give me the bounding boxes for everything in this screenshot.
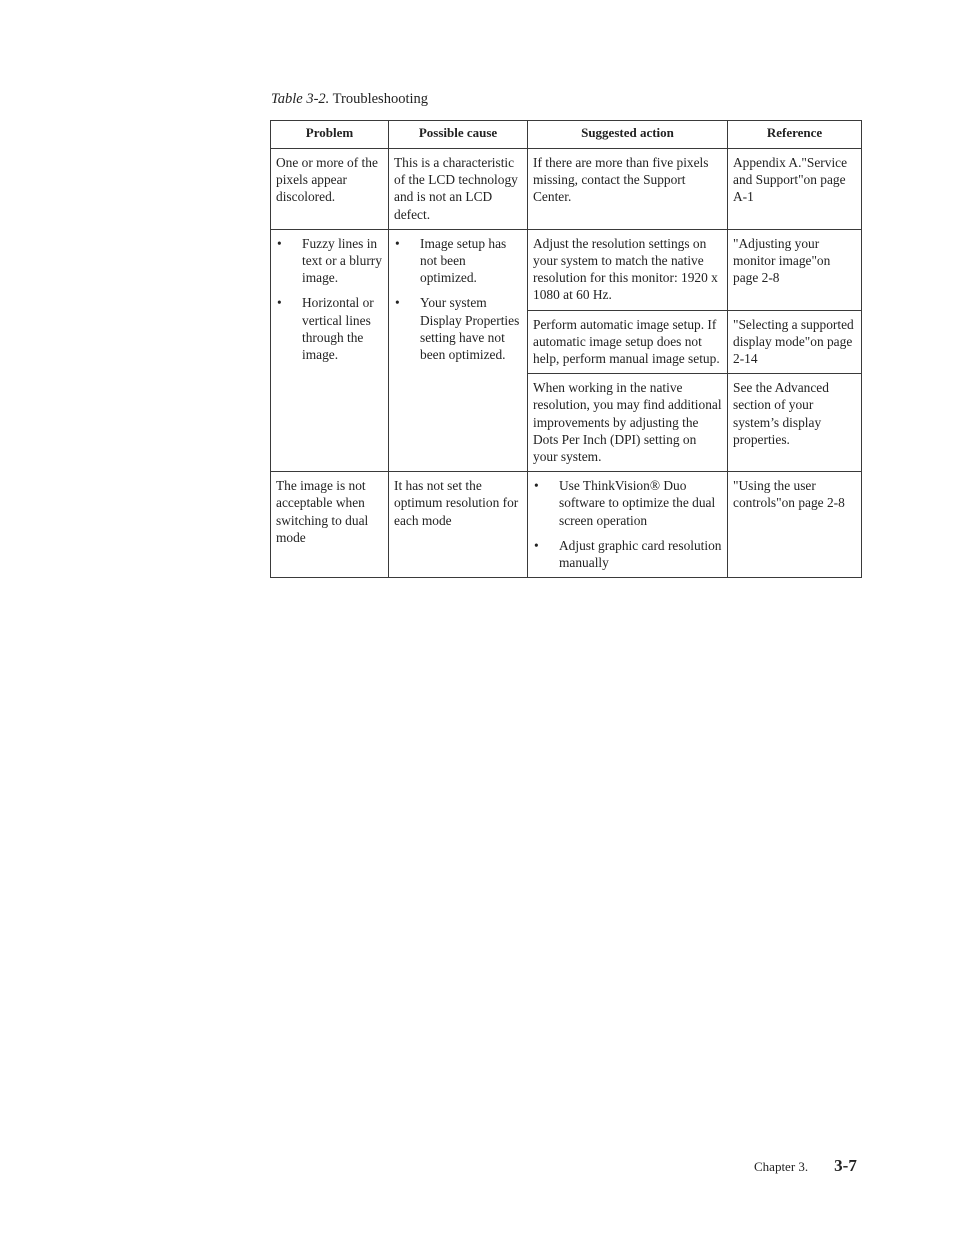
list-item: [276, 294, 383, 363]
bullet-icon: •: [395, 235, 400, 251]
cause-list: [394, 235, 522, 363]
reference-cell: "Using the user controls"on page 2-8: [728, 472, 862, 578]
table-row: [271, 149, 862, 230]
reference-cell: Appendix A."Service and Support"on page A-1: [728, 149, 862, 230]
list-item-text: Use ThinkVision® Duo software to optimize the dual screen operation: [559, 478, 716, 528]
table-caption-title: Troubleshooting: [332, 91, 428, 107]
action-cell: If there are more than five pixels missing, contact the Support Center.: [528, 149, 728, 230]
list-item: [533, 477, 722, 529]
column-header-possible-cause: Possible cause: [389, 121, 528, 149]
problem-cell: The image is not acceptable when switching to dual mode: [271, 472, 389, 578]
list-item: [276, 235, 383, 287]
reference-cell: See the Advanced section of your system’s display properties.: [728, 374, 862, 472]
list-item-text: Your system Display Properties setting have not been optimized.: [420, 295, 520, 363]
table-row: [271, 229, 862, 310]
column-header-problem: Problem: [271, 121, 389, 149]
reference-cell: "Selecting a supported display mode"on page 2-14: [728, 310, 862, 374]
cause-cell: [389, 229, 528, 471]
page-footer: [754, 1156, 857, 1176]
column-header-reference: Reference: [728, 121, 862, 149]
page-number: 3-7: [834, 1156, 857, 1175]
list-item-text: Fuzzy lines in text or a blurry image.: [302, 235, 382, 286]
table-caption: [271, 91, 428, 108]
action-list: [533, 477, 722, 571]
table-row: [271, 472, 862, 578]
cause-cell: This is a characteristic of the LCD technology and is not an LCD defect.: [389, 149, 528, 230]
bullet-icon: •: [395, 295, 400, 311]
action-cell: Perform automatic image setup. If automatic image setup does not help, perform manual image setup.: [528, 310, 728, 374]
troubleshooting-table: [270, 120, 862, 578]
action-cell: [528, 472, 728, 578]
table-header-row: [271, 121, 862, 149]
column-header-suggested-action: Suggested action: [528, 121, 728, 149]
problem-list: [276, 235, 383, 363]
action-cell: Adjust the resolution settings on your system to match the native resolution for this monitor: 1920 x 1080 at 60 Hz.: [528, 229, 728, 310]
list-item-text: Image setup has not been optimized.: [420, 235, 507, 286]
bullet-icon: •: [277, 235, 282, 251]
list-item: [394, 235, 522, 287]
bullet-icon: •: [277, 295, 282, 311]
bullet-icon: •: [534, 478, 539, 494]
action-cell: When working in the native resolution, you may find additional improvements by adjusting the Dots Per Inch (DPI) setting on your system.: [528, 374, 728, 472]
list-item-text: Horizontal or vertical lines through the image.: [302, 295, 374, 363]
chapter-label: Chapter 3.: [754, 1159, 809, 1174]
list-item: [533, 537, 722, 571]
problem-cell: One or more of the pixels appear discolored.: [271, 149, 389, 230]
table-caption-label: Table 3-2.: [271, 91, 330, 107]
bullet-icon: •: [534, 537, 539, 553]
list-item: [394, 294, 522, 363]
reference-cell: "Adjusting your monitor image"on page 2-8: [728, 229, 862, 310]
list-item-text: Adjust graphic card resolution manually: [559, 537, 722, 571]
cause-cell: It has not set the optimum resolution for each mode: [389, 472, 528, 578]
problem-cell: [271, 229, 389, 471]
